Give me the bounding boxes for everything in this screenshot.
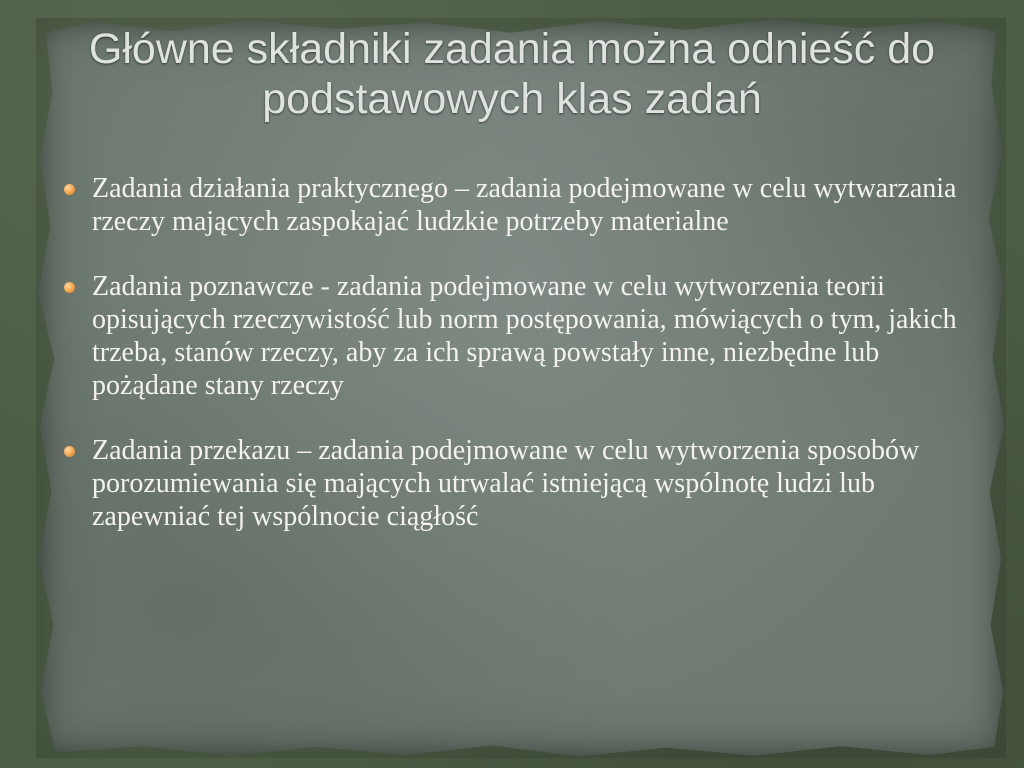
bullet-item-transmission bbox=[62, 434, 972, 533]
bullet-list bbox=[62, 172, 972, 565]
bullet-dot-icon bbox=[64, 282, 75, 293]
bullet-item-practical bbox=[62, 172, 972, 238]
bullet-item-cognitive bbox=[62, 270, 972, 402]
slide-title: Główne składniki zadania można odnieść do podstawowych klas zadań bbox=[88, 25, 936, 123]
bullet-text: Zadania działania praktycznego – zadania podejmowane w celu wytwarzania rzeczy mających zaspokajać ludzkie potrzeby materialne bbox=[92, 173, 957, 237]
bullet-dot-icon bbox=[64, 446, 75, 457]
bullet-text: Zadania poznawcze - zadania podejmowane w celu wytworzenia teorii opisujących rzeczywistość lub norm postępowania, mówiących o tym, jakich trzeba, stanów rzeczy, aby za ich sprawą powstały inne, niezbędne lub pożądane stany rzeczy bbox=[92, 271, 957, 401]
bullet-text: Zadania przekazu – zadania podejmowane w celu wytworzenia sposobów porozumiewania się mających utrwalać istniejącą wspólnotę ludzi lub zapewniać tej wspólnocie ciągłość bbox=[92, 435, 920, 532]
bullet-dot-icon bbox=[64, 184, 75, 195]
